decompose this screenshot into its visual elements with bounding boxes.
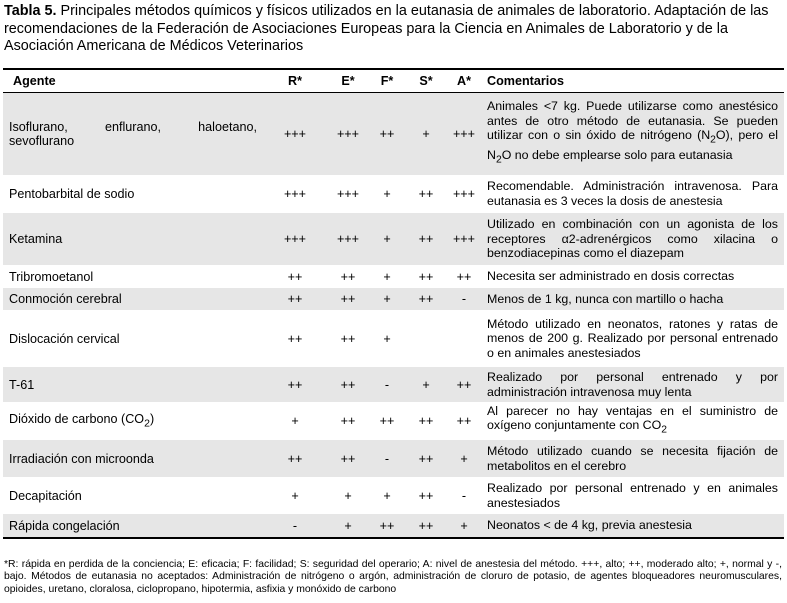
value-s: ++: [418, 269, 434, 284]
value-f: ++: [367, 92, 407, 175]
header-e: E*: [329, 69, 367, 92]
value-a: +: [445, 440, 483, 477]
value-s: +: [407, 92, 445, 175]
value-s: ++: [407, 213, 445, 265]
value-s: ++: [418, 187, 434, 201]
header-a: A*: [445, 69, 483, 92]
value-e: +: [329, 514, 367, 538]
value-f: ++: [367, 514, 407, 538]
value-r: ++: [261, 288, 329, 310]
value-a: [445, 310, 483, 367]
value-r: +++: [283, 187, 307, 201]
value-e: ++: [340, 414, 356, 428]
comment-cell: Neonatos < de 4 kg, previa anestesia: [483, 514, 784, 538]
agent-cell: [3, 92, 261, 175]
value-e: ++: [329, 288, 367, 310]
header-comentarios: Comentarios: [483, 69, 784, 92]
value-e: +: [344, 488, 352, 503]
comment-cell: Realizado por personal entrenado y por administración intravenosa muy lenta: [483, 367, 784, 402]
header-r: R*: [261, 69, 329, 92]
subscript: 2: [661, 424, 668, 436]
value-a: ++: [445, 367, 483, 402]
table-row: [3, 477, 784, 514]
value-s: +: [407, 367, 445, 402]
value-f: +: [367, 213, 407, 265]
value-s: ++: [407, 514, 445, 538]
comment-cell: Utilizado en combinación con un agonista de los receptores α2-adrenérgicos como xilacina o benzodiacepinas como el diazepam: [483, 213, 784, 265]
header-agente: Agente: [3, 69, 261, 92]
table-row: [3, 310, 784, 367]
comment-cell: Recomendable. Administración intravenosa. Para eutanasia es 3 veces la dosis de anestesia: [487, 179, 778, 208]
agent-part: ): [149, 412, 155, 427]
subscript: 2: [710, 134, 716, 146]
value-a: +: [445, 514, 483, 538]
value-r: +: [291, 414, 299, 428]
table-footnote: *R: rápida en perdida de la conciencia; E: eficacia; F: facilidad; S: seguridad del operario; A: nivel de anestesia del método. +++, alto; ++, moderado alto; +, normal y -, bajo. Métodos de eutanasia no aceptados: Administración de nitrógeno o argón, administración de cloruro de potasio, de agentes bloqueadores neuromusculares, opioides, uretano, cloralosa, ciclopropano, hipotermia, asfixia y monóxido de carbono: [4, 559, 782, 595]
caption-label: Tabla 5.: [4, 3, 57, 19]
comment-part: Al parecer no hay ventajas en el suministro de oxígeno conjuntamente con CO: [487, 403, 778, 433]
agent-cell: T-61: [3, 367, 261, 402]
value-f: +: [367, 288, 407, 310]
comment-cell: Necesita ser administrado en dosis correctas: [487, 269, 735, 284]
comment-part: O no debe emplearse solo para eutanasia: [501, 148, 733, 163]
agent-cell: Dislocación cervical: [9, 331, 120, 346]
value-e: +++: [329, 213, 367, 265]
value-a: ++: [456, 414, 472, 428]
value-e: ++: [329, 367, 367, 402]
value-f: +: [383, 269, 391, 284]
value-e: ++: [340, 269, 356, 284]
agent-cell: Tribromoetanol: [9, 269, 94, 284]
subscript: 2: [495, 154, 502, 166]
value-r: +++: [261, 213, 329, 265]
caption-text: Principales métodos químicos y físicos utilizados en la eutanasia de animales de laboratorio. Adaptación de las recomendaciones de la Federación de Asociaciones Europeas para la Ciencia en Animales de Laboratorio y de la Asociación Americana de Médicos Veterinarios: [4, 3, 769, 54]
value-a: -: [445, 288, 483, 310]
agent-cell: Decapitación: [9, 488, 82, 503]
comment-cell: Método utilizado cuando se necesita fijación de metabolitos en el cerebro: [483, 440, 784, 477]
table-row: [3, 92, 784, 175]
comment-part: O), pero el N: [487, 128, 778, 163]
value-f: -: [367, 440, 407, 477]
value-s: ++: [407, 440, 445, 477]
header-s: S*: [407, 69, 445, 92]
table-row: [3, 288, 784, 310]
agent-part: Dióxido de carbono (CO: [9, 412, 145, 427]
agent-cell: Ketamina: [3, 213, 261, 265]
table-header-row: [3, 69, 784, 92]
table-row: [3, 440, 784, 477]
value-s: ++: [418, 488, 434, 503]
value-f: +: [383, 331, 391, 346]
value-a: +++: [452, 187, 476, 201]
table-row: [3, 265, 784, 288]
value-r: ++: [287, 269, 303, 284]
value-a: +++: [445, 213, 483, 265]
comment-part: Animales <7 kg. Puede utilizarse como anestésico antes de otro método de eutanasia. Se pueden utilizar con o sin óxido de nitrógeno (N: [487, 99, 778, 143]
value-s: [407, 310, 445, 367]
table-row: [3, 514, 784, 538]
agent-cell: Pentobarbital de sodio: [9, 187, 135, 201]
header-f: F*: [367, 69, 407, 92]
value-s: ++: [407, 288, 445, 310]
agent-cell: Rápida congelación: [3, 514, 261, 538]
table-row: [3, 367, 784, 402]
value-r: +: [291, 488, 299, 503]
value-f: +: [383, 488, 391, 503]
table-row: [3, 175, 784, 213]
comment-cell: Menos de 1 kg, nunca con martillo o hacha: [483, 288, 784, 310]
table-row: [3, 402, 784, 440]
value-r: ++: [261, 440, 329, 477]
agent-line-1: Isoflurano, enflurano, haloetano,: [9, 119, 257, 134]
euthanasia-methods-table: [3, 68, 784, 539]
comment-cell: Realizado por personal entrenado y en animales anestesiados: [487, 480, 778, 510]
value-e: ++: [329, 440, 367, 477]
value-e: +++: [336, 187, 360, 201]
value-r: -: [261, 514, 329, 538]
subscript: 2: [144, 417, 150, 430]
value-f: ++: [379, 414, 395, 428]
value-r: ++: [261, 367, 329, 402]
agent-cell: Irradiación con microonda: [3, 440, 261, 477]
agent-line-2: sevoflurano: [9, 133, 75, 148]
table-caption: [4, 3, 784, 56]
agent-cell: Conmoción cerebral: [3, 288, 261, 310]
value-r: +++: [261, 92, 329, 175]
value-f: +: [383, 187, 391, 201]
value-a: -: [461, 488, 467, 503]
value-e: ++: [340, 331, 356, 346]
value-a: ++: [456, 269, 472, 284]
value-a: +++: [445, 92, 483, 175]
value-e: +++: [329, 92, 367, 175]
table-row: [3, 213, 784, 265]
comment-cell: [483, 92, 784, 175]
agent-cell: [3, 402, 261, 440]
comment-cell: Método utilizado en neonatos, ratones y ratas de menos de 200 g. Realizado por personal entrenado o en animales anestesiados: [487, 316, 778, 360]
value-f: -: [367, 367, 407, 402]
value-r: ++: [287, 331, 303, 346]
comment-cell: [483, 402, 784, 440]
value-s: ++: [418, 414, 434, 428]
